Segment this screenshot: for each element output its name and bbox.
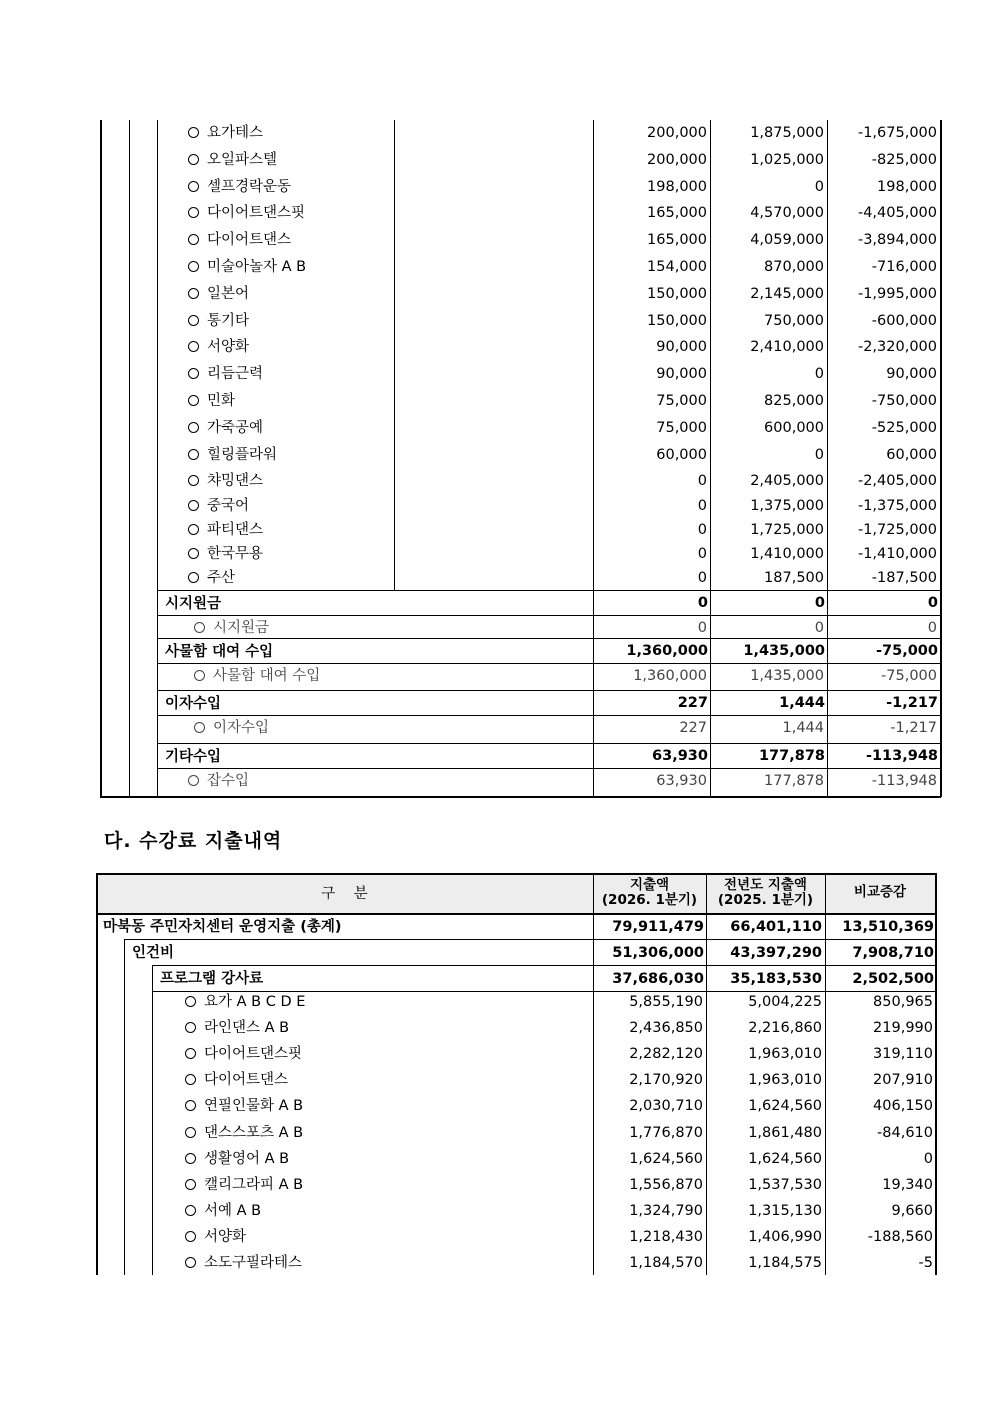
value-cell: 0 [927, 595, 938, 611]
item-label: 요가테스 [207, 125, 264, 141]
circle-bullet-icon [188, 475, 199, 486]
circle-bullet-icon [185, 1179, 196, 1190]
item-label: 서양화 [204, 1228, 247, 1245]
item-name [185, 1152, 289, 1167]
item-name [185, 1047, 302, 1062]
circle-bullet-icon [194, 670, 205, 681]
value-cell: 207,910 [873, 1072, 933, 1089]
table-border [394, 120, 395, 590]
circle-bullet-icon [188, 127, 199, 138]
item-label: 시지원금 [213, 620, 270, 636]
circle-bullet-icon [188, 368, 199, 379]
value-cell: 0 [697, 497, 707, 514]
value-cell: 2,170,920 [629, 1072, 703, 1089]
value-cell: 90,000 [656, 366, 707, 383]
circle-bullet-icon [188, 341, 199, 352]
table-border [157, 663, 940, 664]
item-name [188, 367, 263, 382]
item-label: 힐링플라워 [207, 446, 278, 463]
value-cell: 0 [697, 473, 707, 490]
item-label: 소도구필라테스 [204, 1255, 303, 1271]
value-cell: 63,930 [656, 773, 707, 789]
value-cell: 0 [697, 546, 707, 562]
value-cell: 150,000 [647, 285, 707, 302]
group-title: 이자수입 [165, 696, 222, 712]
group-title: 사물함 대여 수입 [165, 644, 274, 660]
item-name [188, 571, 235, 586]
value-cell: 1,963,010 [748, 1072, 822, 1089]
item-name [185, 1073, 288, 1088]
header-line: 전년도 지출액 [724, 877, 807, 893]
item-label: 요가 A B C D E [204, 994, 306, 1010]
value-cell: 7,908,710 [852, 945, 934, 961]
value-cell: 0 [697, 521, 707, 538]
value-cell: -525,000 [871, 419, 937, 436]
value-cell: -2,405,000 [857, 473, 937, 490]
value-cell: 4,570,000 [750, 205, 824, 222]
value-cell: 850,965 [873, 994, 933, 1010]
item-name [185, 1178, 303, 1193]
value-cell: 63,930 [652, 748, 708, 764]
item-name [185, 1256, 302, 1271]
value-cell: -716,000 [871, 259, 937, 275]
value-cell: 60,000 [656, 446, 707, 463]
circle-bullet-icon [185, 1257, 196, 1268]
value-cell: 51,306,000 [612, 945, 704, 961]
value-cell: 2,216,860 [748, 1020, 822, 1037]
value-cell: 154,000 [647, 259, 707, 275]
item-label: 서양화 [207, 339, 250, 356]
value-cell: -1,675,000 [857, 125, 937, 141]
item-name [188, 394, 235, 409]
item-label: 다이어트댄스 [207, 232, 292, 249]
circle-bullet-icon [185, 1127, 196, 1138]
value-cell: 19,340 [882, 1176, 933, 1193]
value-cell: 150,000 [647, 312, 707, 329]
table-border [825, 873, 826, 1275]
value-cell: 0 [927, 620, 937, 636]
item-name [188, 153, 277, 168]
value-cell: 0 [814, 366, 824, 383]
item-name [188, 523, 263, 538]
item-label: 파티댄스 [207, 521, 264, 538]
item-label: 연필인물화 A B [204, 1098, 304, 1115]
table-border [157, 120, 158, 796]
value-cell: 0 [697, 620, 707, 636]
value-cell: 165,000 [647, 205, 707, 222]
value-cell: -825,000 [871, 151, 937, 168]
value-cell: 60,000 [886, 446, 937, 463]
value-cell: -1,217 [886, 695, 938, 711]
value-cell: 66,401,110 [730, 919, 822, 935]
circle-bullet-icon [185, 1153, 196, 1164]
value-cell: 2,405,000 [750, 473, 824, 490]
value-cell: 0 [814, 620, 824, 636]
table-border [152, 991, 936, 992]
circle-bullet-icon [185, 1231, 196, 1242]
circle-bullet-icon [185, 1048, 196, 1059]
header-category: 구 분 [321, 886, 368, 902]
table-border [710, 120, 711, 796]
table-border [152, 965, 936, 966]
value-cell: 1,556,870 [629, 1176, 703, 1193]
value-cell: 750,000 [764, 312, 824, 329]
value-cell: 200,000 [647, 151, 707, 168]
value-cell: 9,660 [891, 1202, 933, 1219]
value-cell: 1,444 [779, 695, 825, 711]
value-cell: 1,725,000 [750, 521, 824, 538]
circle-bullet-icon [188, 288, 199, 299]
circle-bullet-icon [188, 500, 199, 511]
value-cell: 1,624,560 [748, 1098, 822, 1115]
header-line: (2026. 1분기) [601, 892, 698, 908]
value-cell: 1,875,000 [750, 125, 824, 141]
circle-bullet-icon [185, 1100, 196, 1111]
value-cell: 200,000 [647, 125, 707, 141]
item-label: 챠밍댄스 [207, 473, 264, 490]
circle-bullet-icon [188, 207, 199, 218]
value-cell: 2,502,500 [852, 971, 934, 987]
value-cell: 79,911,479 [612, 919, 704, 935]
header-cell [593, 878, 706, 908]
value-cell: -2,320,000 [857, 339, 937, 356]
item-label: 다이어트댄스핏 [207, 205, 306, 222]
value-cell: 177,878 [764, 773, 824, 789]
value-cell: 2,145,000 [750, 285, 824, 302]
item-name [188, 774, 249, 789]
value-cell: -188,560 [867, 1228, 933, 1245]
value-cell: 227 [677, 695, 708, 711]
item-label: 생활영어 A B [204, 1150, 290, 1167]
value-cell: 5,004,225 [748, 994, 822, 1010]
value-cell: 5,855,190 [629, 994, 703, 1010]
item-name [188, 340, 249, 355]
value-cell: -4,405,000 [857, 205, 937, 222]
value-cell: 825,000 [764, 393, 824, 409]
item-name [185, 1230, 246, 1245]
value-cell: 1,624,560 [629, 1150, 703, 1167]
item-name [188, 180, 291, 195]
circle-bullet-icon [185, 1022, 196, 1033]
header-cell [706, 878, 825, 908]
table-border [593, 873, 594, 1275]
value-cell: -75,000 [881, 668, 937, 684]
item-name [185, 995, 305, 1010]
item-name [188, 448, 277, 463]
table-border [157, 615, 940, 616]
item-label: 이자수입 [213, 720, 270, 736]
value-cell: 1,776,870 [629, 1124, 703, 1141]
value-cell: 43,397,290 [730, 945, 822, 961]
table-border [96, 873, 936, 875]
header-compare: 비교증감 [853, 884, 907, 900]
item-label: 일본어 [207, 285, 250, 302]
value-cell: 37,686,030 [612, 971, 704, 987]
circle-bullet-icon [185, 1074, 196, 1085]
item-name [188, 287, 249, 302]
item-name [188, 547, 263, 562]
item-label: 다이어트댄스 [204, 1072, 289, 1089]
value-cell: -113,948 [865, 748, 938, 764]
value-cell: 0 [923, 1150, 933, 1167]
row-level1-label: 인건비 [132, 945, 175, 961]
value-cell: 75,000 [656, 393, 707, 409]
value-cell: 1,624,560 [748, 1150, 822, 1167]
value-cell: 90,000 [886, 366, 937, 383]
value-cell: 1,444 [782, 720, 824, 736]
value-cell: 13,510,369 [842, 919, 934, 935]
value-cell: -1,410,000 [857, 546, 937, 562]
value-cell: 1,218,430 [629, 1228, 703, 1245]
item-name [188, 260, 306, 275]
value-cell: -1,217 [890, 720, 937, 736]
circle-bullet-icon [188, 234, 199, 245]
value-cell: 2,030,710 [629, 1098, 703, 1115]
table-border [593, 120, 594, 796]
value-cell: 1,184,575 [748, 1255, 822, 1271]
group-title: 기타수입 [165, 749, 222, 765]
table-border [100, 120, 102, 797]
value-cell: -113,948 [871, 773, 937, 789]
table-border [96, 873, 98, 1275]
value-cell: 2,282,120 [629, 1046, 703, 1063]
item-name [194, 669, 320, 684]
circle-bullet-icon [188, 261, 199, 272]
row-total-label: 마북동 주민자치센터 운영지출 (총계) [103, 919, 342, 935]
value-cell: 177,878 [758, 748, 825, 764]
table-border [157, 715, 940, 716]
table-border [827, 120, 828, 796]
value-cell: 198,000 [647, 178, 707, 195]
circle-bullet-icon [194, 722, 205, 733]
value-cell: 35,183,530 [730, 971, 822, 987]
circle-bullet-icon [188, 181, 199, 192]
item-label: 미술아놀자 A B [207, 259, 307, 275]
value-cell: -1,995,000 [857, 285, 937, 302]
table-border [96, 913, 936, 915]
value-cell: 1,861,480 [748, 1124, 822, 1141]
circle-bullet-icon [188, 524, 199, 535]
item-name [188, 499, 249, 514]
value-cell: 198,000 [877, 178, 937, 195]
circle-bullet-icon [188, 422, 199, 433]
value-cell: 406,150 [873, 1098, 933, 1115]
item-name [188, 206, 305, 221]
table-border [157, 638, 940, 639]
value-cell: 4,059,000 [750, 232, 824, 249]
item-label: 다이어트댄스핏 [204, 1046, 303, 1063]
circle-bullet-icon [188, 775, 199, 786]
value-cell: 2,410,000 [750, 339, 824, 356]
section-title: 다. 수강료 지출내역 [104, 830, 283, 852]
table-border [157, 743, 940, 744]
value-cell: 2,436,850 [629, 1020, 703, 1037]
item-name [188, 233, 291, 248]
value-cell: -3,894,000 [857, 232, 937, 249]
group-title: 시지원금 [165, 596, 222, 612]
table-border [157, 690, 940, 691]
value-cell: 0 [697, 595, 708, 611]
circle-bullet-icon [188, 154, 199, 165]
value-cell: 1,537,530 [748, 1176, 822, 1193]
item-label: 오일파스텔 [207, 151, 278, 168]
item-label: 리듬근력 [207, 366, 264, 383]
circle-bullet-icon [188, 548, 199, 559]
item-label: 주산 [207, 570, 236, 587]
item-label: 민화 [207, 393, 236, 409]
value-cell: 1,184,570 [629, 1255, 703, 1271]
value-cell: 1,360,000 [633, 668, 707, 684]
circle-bullet-icon [188, 395, 199, 406]
item-name [194, 621, 269, 636]
value-cell: -1,725,000 [857, 521, 937, 538]
value-cell: 1,435,000 [743, 643, 825, 659]
value-cell: -5 [918, 1255, 933, 1271]
value-cell: -1,375,000 [857, 497, 937, 514]
value-cell: -750,000 [871, 393, 937, 409]
item-name [188, 474, 263, 489]
value-cell: 0 [814, 446, 824, 463]
table-border [152, 965, 153, 1275]
value-cell: 1,360,000 [626, 643, 708, 659]
value-cell: -600,000 [871, 312, 937, 329]
item-label: 사물함 대여 수입 [213, 668, 321, 684]
table-border [940, 120, 942, 797]
item-name [185, 1126, 303, 1141]
value-cell: 0 [814, 595, 825, 611]
row-level2-label: 프로그램 강사료 [160, 971, 264, 987]
table-border [124, 939, 125, 1275]
table-border [100, 796, 941, 798]
item-label: 가죽공예 [207, 419, 264, 436]
item-label: 라인댄스 A B [204, 1020, 290, 1037]
value-cell: 90,000 [656, 339, 707, 356]
item-name [185, 1204, 261, 1219]
item-name [185, 1021, 289, 1036]
item-label: 통기타 [207, 312, 250, 329]
item-name [188, 314, 249, 329]
item-name [188, 421, 263, 436]
table-border [129, 120, 130, 796]
item-label: 잡수입 [207, 773, 250, 789]
value-cell: 870,000 [764, 259, 824, 275]
circle-bullet-icon [185, 996, 196, 1007]
value-cell: 187,500 [764, 570, 824, 587]
value-cell: -84,610 [877, 1124, 933, 1141]
value-cell: 1,315,130 [748, 1202, 822, 1219]
table-border [157, 768, 940, 769]
item-name [188, 126, 263, 141]
value-cell: 0 [697, 570, 707, 587]
value-cell: 227 [679, 720, 707, 736]
item-label: 서예 A B [204, 1202, 262, 1219]
value-cell: 1,963,010 [748, 1046, 822, 1063]
header-line: (2025. 1분기) [717, 892, 814, 908]
value-cell: 319,110 [873, 1046, 933, 1063]
value-cell: 0 [814, 178, 824, 195]
circle-bullet-icon [185, 1205, 196, 1216]
value-cell: 1,324,790 [629, 1202, 703, 1219]
value-cell: 75,000 [656, 419, 707, 436]
value-cell: 1,375,000 [750, 497, 824, 514]
circle-bullet-icon [188, 572, 199, 583]
value-cell: -187,500 [871, 570, 937, 587]
value-cell: 165,000 [647, 232, 707, 249]
value-cell: -75,000 [876, 643, 938, 659]
item-label: 한국무용 [207, 546, 264, 562]
value-cell: 1,410,000 [750, 546, 824, 562]
table-border [124, 939, 936, 940]
circle-bullet-icon [188, 315, 199, 326]
value-cell: 600,000 [764, 419, 824, 436]
table-border [706, 873, 707, 1275]
value-cell: 1,435,000 [750, 668, 824, 684]
value-cell: 219,990 [873, 1020, 933, 1037]
table-border [157, 590, 940, 591]
table-border [935, 873, 937, 1275]
circle-bullet-icon [188, 449, 199, 460]
item-name [185, 1099, 303, 1114]
item-label: 중국어 [207, 497, 250, 514]
item-label: 캘리그라피 A B [204, 1176, 304, 1193]
circle-bullet-icon [194, 622, 205, 633]
value-cell: 1,406,990 [748, 1228, 822, 1245]
item-name [194, 721, 269, 736]
item-label: 댄스스포츠 A B [204, 1124, 304, 1141]
item-label: 셀프경락운동 [207, 178, 292, 195]
value-cell: 1,025,000 [750, 151, 824, 168]
header-line: 지출액 [629, 877, 670, 893]
